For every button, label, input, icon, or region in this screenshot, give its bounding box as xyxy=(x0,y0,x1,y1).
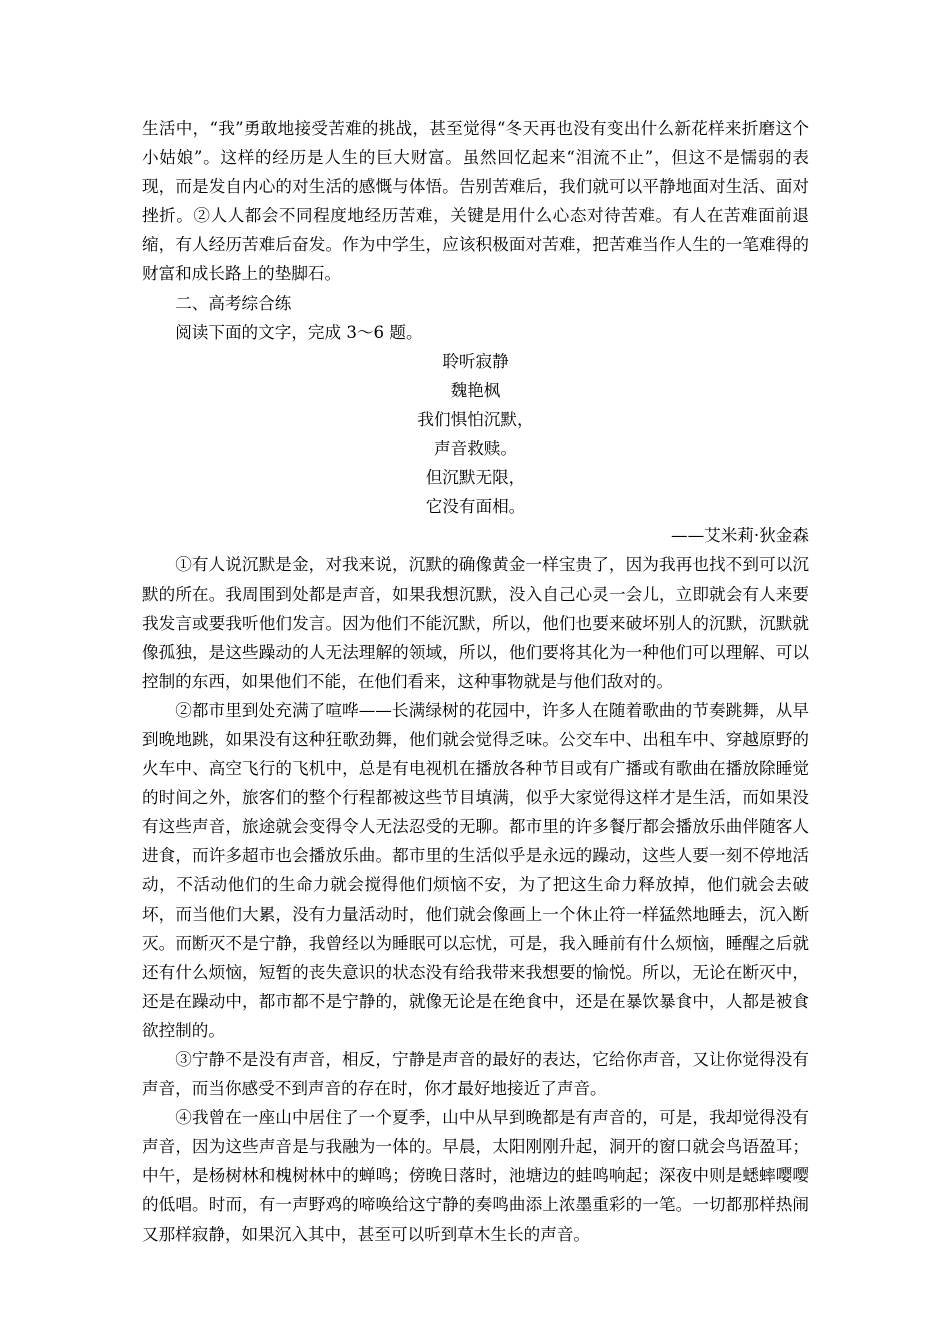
reading-instruction: 阅读下面的文字，完成 3～6 题。 xyxy=(175,322,423,342)
article-author: 魏艳枫 xyxy=(450,380,501,400)
epigraph-line: 但沉默无限， xyxy=(425,468,526,488)
epigraph-line: 我们惧怕沉默， xyxy=(417,409,534,429)
epigraph-source: ——艾米莉·狄金森 xyxy=(670,526,809,546)
article-paragraph: ③宁静不是没有声音，相反，宁静是声音的最好的表达，它给你声音，又让你觉得没有声音，而当你感受不到声音的存在时，你才最好地接近了声音。 xyxy=(142,1050,809,1099)
previous-answer-continuation: 生活中，“我”勇敢地接受苦难的挑战，甚至觉得“冬天再也没有变出什么新花样来折磨这个小姑娘”。这样的经历是人生的巨大财富。虽然回忆起来“泪流不止”，但这不是懦弱的表现，而是发自内心的对生活的感慨与体悟。告别苦难后，我们就可以平静地面对生活、面对挫折。②人人都会不同程度地经历苦难，关键是用什么心态对待苦难。有人在苦难面前退缩，有人经历苦难后奋发。作为中学生，应该积极面对苦难，把苦难当作人生的一笔难得的财富和成长路上的垫脚石。 xyxy=(142,119,809,284)
article-title: 聆听寂静 xyxy=(442,351,509,371)
section-heading: 二、高考综合练 xyxy=(175,293,292,313)
article-paragraph: ②都市里到处充满了喧哗——长满绿树的花园中，许多人在随着歌曲的节奏跳舞，从早到晚地跳，如果没有这种狂歌劲舞，他们就会觉得乏味。公交车中、出租车中、穿越原野的火车中、高空飞行的飞机中，总是有电视机在播放各种节目或有广播或有歌曲在播放除睡觉的时间之外，旅客们的整个行程都被这些节目填满，似乎大家觉得这样才是生活，而如果没有这些声音，旅途就会变得令人无法忍受的无聊。都市里的许多餐厅都会播放乐曲伴随客人进食，而许多超市也会播放乐曲。都市里的生活似乎是永远的躁动，这些人要一刻不停地活动，不活动他们的生命力就会搅得他们烦恼不安，为了把这生命力释放掉，他们就会去破坏，而当他们大累，没有力量活动时，他们就会像画上一个休止符一样猛然地睡去，沉入断灭。而断灭不是宁静，我曾经以为睡眠可以忘忧，可是，我入睡前有什么烦恼，睡醒之后就还有什么烦恼，短暂的丧失意识的状态没有给我带来我想要的愉悦。所以，无论在断灭中，还是在躁动中，都市都不是宁静的，就像无论是在绝食中，还是在暴饮暴食中，人都是被食欲控制的。 xyxy=(142,700,809,1040)
article-paragraph: ①有人说沉默是金，对我来说，沉默的确像黄金一样宝贵了，因为我再也找不到可以沉默的所在。我周围到处都是声音，如果我想沉默，没入自己心灵一会儿，立即就会有人来要我发言或要我听他们发言。因为他们不能沉默，所以，他们也要来破坏别人的沉默，沉默就像孤独，是这些躁动的人无法理解的领域，所以，他们要将其化为一种他们可以理解、可以控制的东西，如果他们不能，在他们看来，这种事物就是与他们敌对的。 xyxy=(142,555,809,691)
article-paragraph: ④我曾在一座山中居住了一个夏季，山中从早到晚都是有声音的，可是，我却觉得没有声音，因为这些声音是与我融为一体的。早晨，太阳刚刚升起，洞开的窗口就会鸟语盈耳；中午，是杨树林和槐树林中的蝉鸣；傍晚日落时，池塘边的蛙鸣响起；深夜中则是蟋蟀嘤嘤的低唱。时而，有一声野鸡的啼唤给这宁静的奏鸣曲添上浓墨重彩的一笔。一切都那样热闹又那样寂静，如果沉入其中，甚至可以听到草木生长的声音。 xyxy=(142,1108,809,1244)
epigraph-line: 声音救赎。 xyxy=(434,439,517,459)
epigraph-line: 它没有面相。 xyxy=(425,497,526,517)
document-page xyxy=(142,114,809,1249)
